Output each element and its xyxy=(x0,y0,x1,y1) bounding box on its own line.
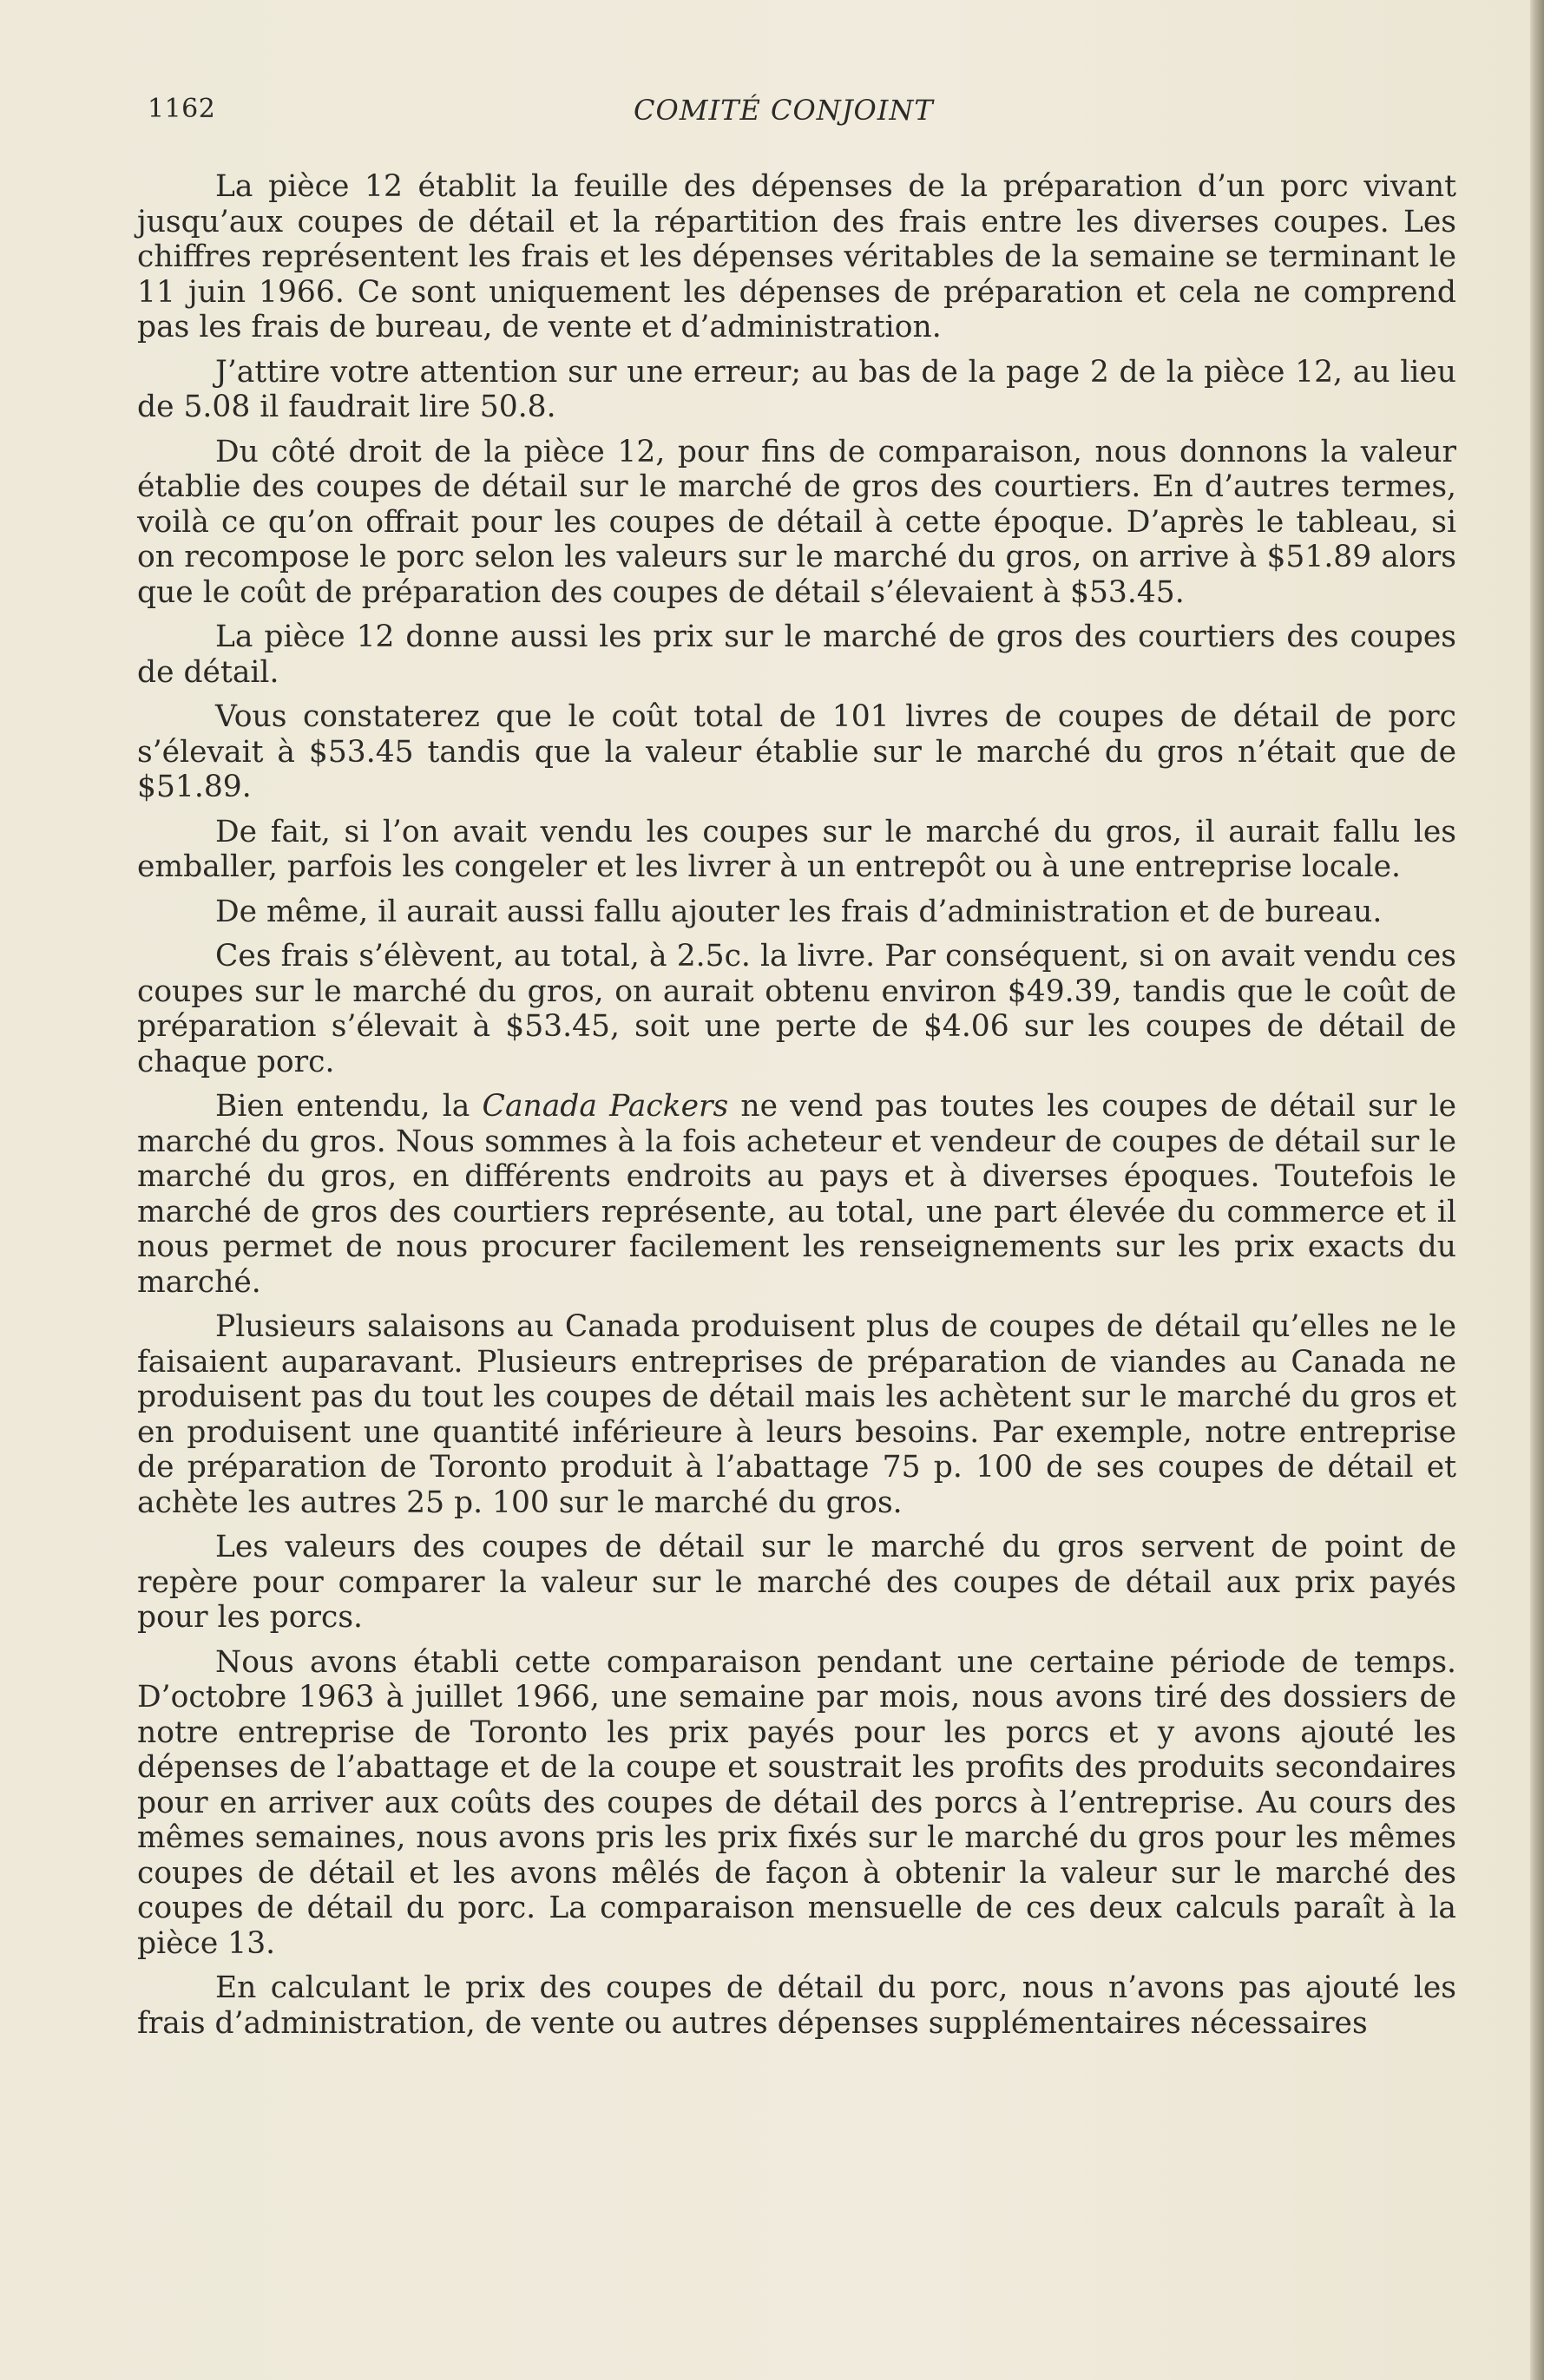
paragraph: Les valeurs des coupes de détail sur le marché du gros servent de point de repère pour comparer la valeur sur le marché des coupes de détail aux prix payés pour les porcs. xyxy=(137,1530,1456,1635)
paragraph: En calculant le prix des coupes de détail du porc, nous n’avons pas ajouté les frais d’administration, de vente ou autres dépenses supplémentaires nécessaires xyxy=(137,1970,1456,2041)
paragraph: J’attire votre attention sur une erreur; au bas de la page 2 de la pièce 12, au lieu de 5.08 il faudrait lire 50.8. xyxy=(137,354,1456,424)
paragraph: Plusieurs salaisons au Canada produisent plus de coupes de détail qu’elles ne le faisaient auparavant. Plusieurs entreprises de préparation de viandes au Canada ne produisent pas du tout les coupes de détail mais les achètent sur le marché du gros et en produisent une quantité inférieure à leurs besoins. Par exemple, notre entreprise de préparation de Toronto produit à l’abattage 75 p. 100 de ses coupes de détail et achète les autres 25 p. 100 sur le marché du gros. xyxy=(137,1309,1456,1520)
paragraph: Ces frais s’élèvent, au total, à 2.5c. la livre. Par conséquent, si on avait vendu ces coupes sur le marché du gros, on aurait obtenu environ $49.39, tandis que le coût de préparation s’élevait à $53.45, soit une perte de $4.06 sur les coupes de détail de chaque porc. xyxy=(137,939,1456,1079)
body-text xyxy=(137,169,1456,2050)
paragraph: De même, il aurait aussi fallu ajouter les frais d’administration et de bureau. xyxy=(215,894,1383,929)
page-header xyxy=(148,83,1449,135)
paragraph: Nous avons établi cette comparaison pendant une certaine période de temps. D’octobre 1963 à juillet 1966, une semaine par mois, nous avons tiré des dossiers de notre entreprise de Toronto les prix payés pour les porcs et y avons ajouté les dépenses de l’abattage et de la coupe et soustrait les profits des produits secondaires pour en arriver aux coûts des coupes de détail des porcs à l’entreprise. Au cours des mêmes semaines, nous avons pris les prix fixés sur le marché du gros pour les mêmes coupes de détail et les avons mêlés de façon à obtenir la valeur sur le marché des coupes de détail du porc. La comparaison mensuelle de ces deux calculs paraît à la pièce 13. xyxy=(137,1644,1456,1961)
company-name: Canada Packers xyxy=(482,1089,729,1124)
paragraph: La pièce 12 donne aussi les prix sur le marché de gros des courtiers des coupes de détail. xyxy=(137,620,1456,690)
running-title: COMITÉ CONJOINT xyxy=(634,94,934,127)
paragraph-text: Bien entendu, la xyxy=(215,1089,483,1124)
page-number: 1162 xyxy=(148,94,216,124)
paragraph: Du côté droit de la pièce 12, pour fins de comparaison, nous donnons la valeur établie des coupes de détail sur le marché de gros des courtiers. En d’autres termes, voilà ce qu’on offrait pour les coupes de détail à cette époque. D’après le tableau, si on recompose le porc selon les valeurs sur le marché du gros, on arrive à $51.89 alors que le coût de préparation des coupes de détail s’élevaient à $53.45. xyxy=(137,434,1456,610)
paragraph xyxy=(137,1089,1456,1300)
page-binding-edge xyxy=(1530,0,1544,2380)
paragraph: La pièce 12 établit la feuille des dépenses de la préparation d’un porc vivant jusqu’aux coupes de détail et la répartition des frais entre les diverses coupes. Les chiffres représentent les frais et les dépenses véritables de la semaine se terminant le 11 juin 1966. Ce sont uniquement les dépenses de préparation et cela ne comprend pas les frais de bureau, de vente et d’administration. xyxy=(137,169,1456,344)
paragraph: De fait, si l’on avait vendu les coupes sur le marché du gros, il aurait fallu les emballer, parfois les congeler et les livrer à un entrepôt ou à une entreprise locale. xyxy=(137,814,1456,884)
paragraph: Vous constaterez que le coût total de 101 livres de coupes de détail de porc s’élevait à $53.45 tandis que la valeur établie sur le marché du gros n’était que de $51.89. xyxy=(137,699,1456,804)
paragraph-text: ne vend pas toutes les coupes de détail sur le marché du gros. Nous sommes à la fois acheteur et vendeur de coupes de détail sur le marché du gros, en différents endroits au pays et à diverses époques. Toutefois le marché de gros des courtiers représente, au total, une part élevée du commerce et il nous permet de nous procurer facilement les renseignements sur les prix exacts du marché. xyxy=(137,1089,1456,1300)
